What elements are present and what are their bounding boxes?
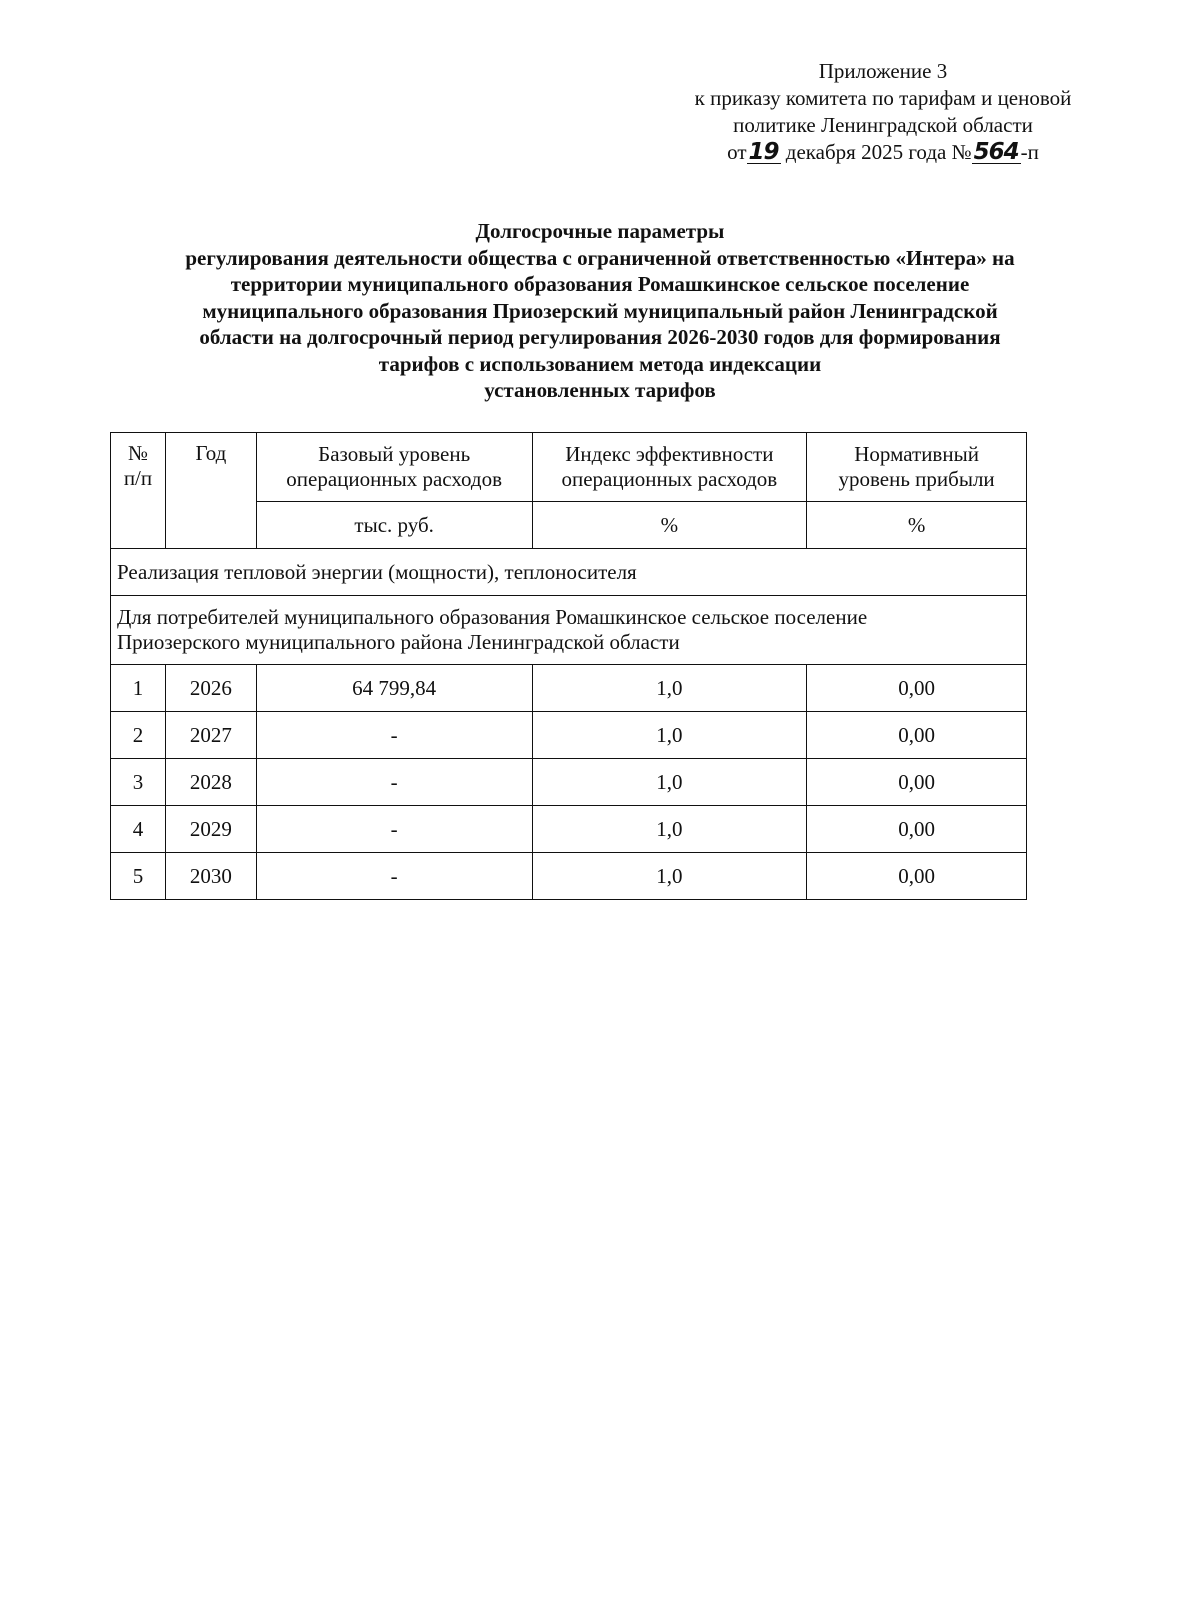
- document-title: [110, 218, 1090, 404]
- date-prefix: от: [727, 140, 747, 164]
- cell-index: 1,0: [532, 712, 807, 759]
- header-num: № п/п: [111, 433, 166, 549]
- header-efficiency-index: Индекс эффективности операционных расходов: [532, 433, 807, 502]
- unit-base: тыс. руб.: [256, 502, 532, 549]
- cell-profit: 0,00: [807, 759, 1027, 806]
- table-row: [111, 712, 1027, 759]
- consumer-row: [111, 596, 1027, 665]
- section-title: Реализация тепловой энергии (мощности), теплоносителя: [111, 549, 1027, 596]
- unit-index: %: [532, 502, 807, 549]
- cell-base: -: [256, 712, 532, 759]
- appendix-authority: политике Ленинградской области: [733, 113, 1033, 137]
- cell-num: 1: [111, 665, 166, 712]
- cell-profit: 0,00: [807, 853, 1027, 900]
- cell-index: 1,0: [532, 665, 807, 712]
- table-row: [111, 665, 1027, 712]
- header-profit-level: Нормативный уровень прибыли: [807, 433, 1027, 502]
- appendix-header: [648, 58, 1118, 166]
- table-row: [111, 853, 1027, 900]
- title-line: установленных тарифов: [484, 378, 716, 402]
- header-year: Год: [165, 433, 256, 549]
- cell-base: -: [256, 806, 532, 853]
- title-line: регулирования деятельности общества с ограниченной ответственностью «Интера» на: [185, 245, 1015, 270]
- cell-year: 2027: [165, 712, 256, 759]
- cell-num: 3: [111, 759, 166, 806]
- title-line: Долгосрочные параметры: [475, 219, 725, 243]
- cell-base: -: [256, 853, 532, 900]
- title-line: территории муниципального образования Ромашкинское сельское поселение: [230, 272, 970, 296]
- table-row: [111, 806, 1027, 853]
- section-row: [111, 549, 1027, 596]
- cell-profit: 0,00: [807, 712, 1027, 759]
- cell-base: -: [256, 759, 532, 806]
- title-line: муниципального образования Приозерский муниципальный район Ленинградской: [202, 298, 998, 323]
- cell-profit: 0,00: [807, 806, 1027, 853]
- number-suffix: -п: [1020, 140, 1039, 164]
- table-row: [111, 759, 1027, 806]
- cell-year: 2028: [165, 759, 256, 806]
- cell-index: 1,0: [532, 759, 807, 806]
- cell-year: 2029: [165, 806, 256, 853]
- appendix-date-line: [648, 139, 1118, 166]
- date-middle: декабря 2025 года №: [785, 140, 972, 164]
- cell-num: 5: [111, 853, 166, 900]
- cell-year: 2026: [165, 665, 256, 712]
- header-base-opex: Базовый уровень операционных расходов: [256, 433, 532, 502]
- unit-profit: %: [807, 502, 1027, 549]
- cell-index: 1,0: [532, 806, 807, 853]
- cell-profit: 0,00: [807, 665, 1027, 712]
- handwritten-day: 19: [748, 139, 779, 165]
- cell-num: 2: [111, 712, 166, 759]
- handwritten-number: 564: [973, 139, 1019, 165]
- cell-base: 64 799,84: [256, 665, 532, 712]
- table-header-row: [111, 433, 1027, 502]
- title-line: области на долгосрочный период регулирования 2026-2030 годов для формирования: [199, 325, 1001, 349]
- cell-index: 1,0: [532, 853, 807, 900]
- appendix-title: Приложение 3: [818, 59, 948, 83]
- consumer-title: Для потребителей муниципального образования Ромашкинское сельское поселение Приозерского муниципального района Ленинградской области: [111, 596, 1027, 665]
- cell-year: 2030: [165, 853, 256, 900]
- appendix-order-ref: к приказу комитета по тарифам и ценовой: [694, 86, 1072, 110]
- title-line: тарифов с использованием метода индексации: [378, 351, 822, 376]
- cell-num: 4: [111, 806, 166, 853]
- parameters-table: [110, 432, 1027, 900]
